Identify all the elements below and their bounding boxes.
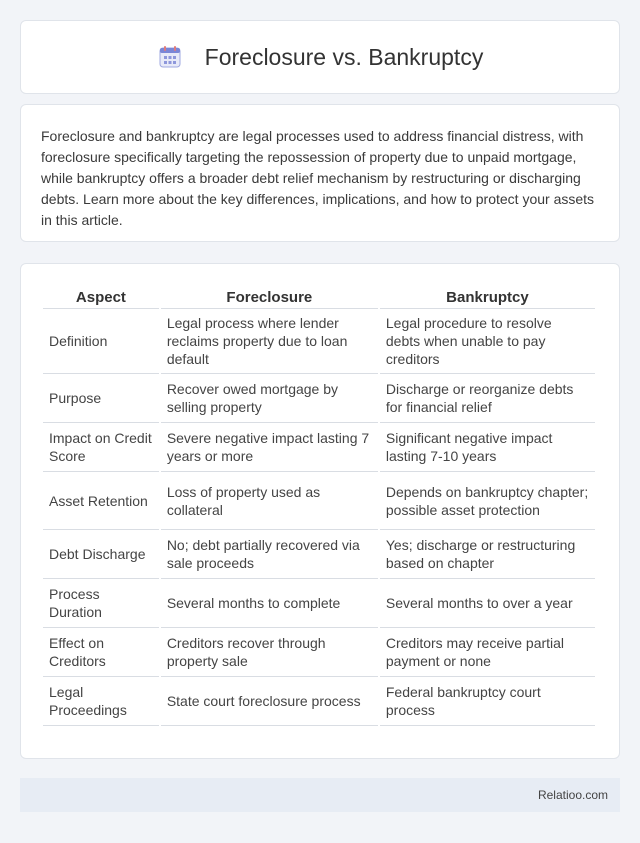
row-foreclosure: Several months to complete [161,579,378,628]
row-bankruptcy: Creditors may receive partial payment or none [380,628,595,677]
table-header-row [43,284,595,309]
row-foreclosure: Creditors recover through property sale [161,628,378,677]
footer-site-link[interactable]: Relatioo.com [537,788,608,802]
row-foreclosure: No; debt partially recovered via sale proceeds [161,530,378,579]
table-row [43,530,595,579]
row-aspect: Effect on Creditors [43,628,159,677]
table-row [43,628,595,677]
table-row [43,374,595,423]
row-aspect: Purpose [43,374,159,423]
page-title: Foreclosure vs. Bankruptcy [204,43,484,70]
row-bankruptcy: Discharge or reorganize debts for financial relief [380,374,595,423]
row-bankruptcy: Significant negative impact lasting 7-10 years [380,423,595,472]
header-aspect: Aspect [43,284,159,309]
row-aspect: Process Duration [43,579,159,628]
table-row [43,309,595,374]
intro-paragraph: Foreclosure and bankruptcy are legal processes used to address financial distress, with foreclosure specifically targeting the repossession of property due to unpaid mortgage, while bankruptcy offers a broader debt relief mechanism by restructuring or discharging debts. Learn more about the key differences, implications, and how to protect your assets in this article. [41,128,595,228]
row-foreclosure: Legal process where lender reclaims property due to loan default [161,309,378,374]
comparison-table-card [20,263,620,759]
comparison-table [41,284,597,726]
row-bankruptcy: Legal procedure to resolve debts when unable to pay creditors [380,309,595,374]
row-bankruptcy: Depends on bankruptcy chapter; possible asset protection [380,472,595,530]
row-aspect: Definition [43,309,159,374]
footer [20,778,620,812]
row-aspect: Impact on Credit Score [43,423,159,472]
table-row [43,423,595,472]
row-aspect: Asset Retention [43,472,159,530]
row-bankruptcy: Yes; discharge or restructuring based on chapter [380,530,595,579]
row-foreclosure: Severe negative impact lasting 7 years or more [161,423,378,472]
header-foreclosure: Foreclosure [161,284,378,309]
header-bankruptcy: Bankruptcy [380,284,595,309]
table-row [43,677,595,726]
calendar-icon [157,44,183,70]
row-bankruptcy: Several months to over a year [380,579,595,628]
table-row [43,472,595,530]
row-foreclosure: State court foreclosure process [161,677,378,726]
table-row [43,579,595,628]
row-bankruptcy: Federal bankruptcy court process [380,677,595,726]
row-foreclosure: Recover owed mortgage by selling property [161,374,378,423]
row-aspect: Debt Discharge [43,530,159,579]
row-aspect: Legal Proceedings [43,677,159,726]
row-foreclosure: Loss of property used as collateral [161,472,378,530]
title-card [20,20,620,94]
intro-card [20,104,620,242]
